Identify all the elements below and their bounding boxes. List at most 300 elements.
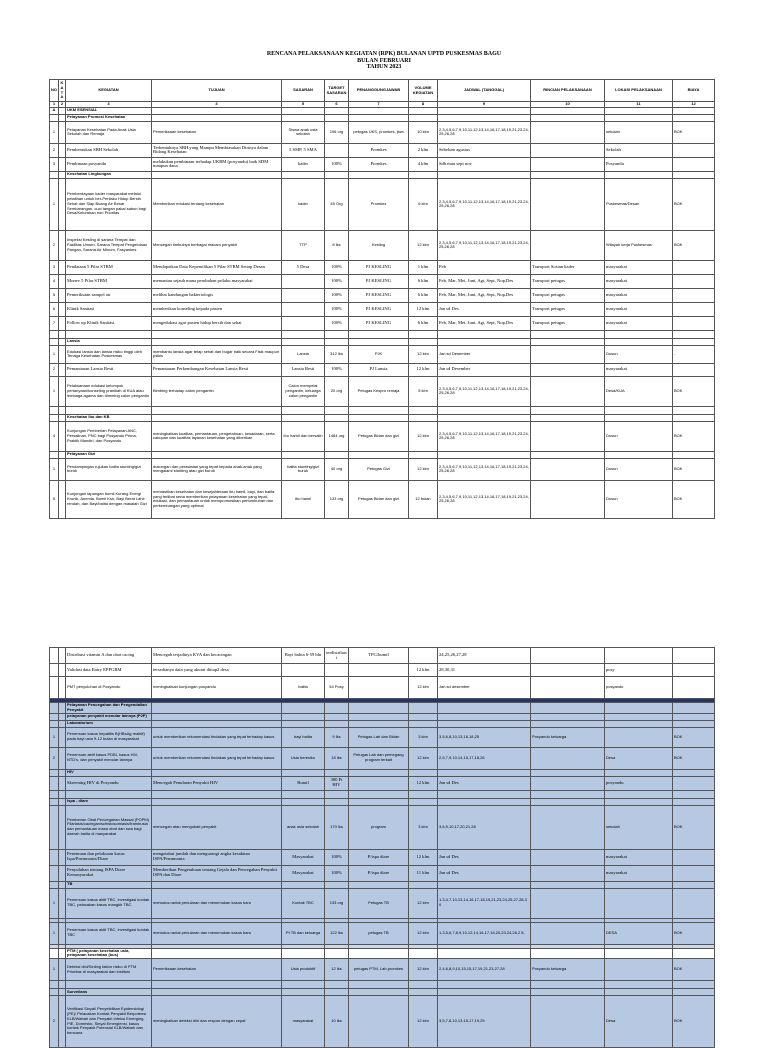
- jadwal-cell: 1,3,5,6,7,8,9,10,12,14,16,17,18,20,23,24,26,2 8,: [438, 922, 531, 944]
- empty-cell: [438, 881, 531, 888]
- tujuan-cell: Pemeriksaan kesehatan: [152, 121, 282, 143]
- category-cell: [59, 805, 66, 849]
- empty-cell: [531, 414, 605, 421]
- biaya-cell: BOK: [673, 178, 715, 230]
- sasaran-cell: Kontak TBC: [282, 888, 325, 918]
- penanggungjawab-cell: Petugas Kespro remaja: [349, 376, 409, 406]
- kegiatan-cell: Penemuan kasus aktif TBC, investigasi kontak TBC: [66, 922, 152, 944]
- volume-cell: 6 klm: [409, 178, 438, 230]
- empty-cell: [59, 703, 66, 714]
- section-title: Kesehatan Lingkungan: [66, 171, 152, 178]
- document-month: BULAN FEBRUARI: [357, 58, 411, 64]
- empty-cell: [59, 414, 66, 421]
- empty-cell: [531, 107, 605, 114]
- empty-cell: [438, 769, 531, 776]
- empty-cell: [409, 114, 438, 121]
- category-cell: [59, 230, 66, 260]
- empty-cell: [59, 948, 66, 959]
- sasaran-cell: [282, 288, 325, 302]
- lokasi-cell: posyandu: [605, 677, 673, 699]
- category-cell: [59, 677, 66, 699]
- section-title: Pelayanan Pencegahan dan Pengendalian Penyakit: [66, 703, 152, 714]
- volume-cell: [409, 648, 438, 664]
- section-row: [50, 720, 715, 727]
- tujuan-cell: Pemantauan Perkembangan Kesehatan Lansia Resti: [152, 363, 282, 376]
- section-row: [50, 107, 715, 114]
- empty-cell: [438, 107, 531, 114]
- kegiatan-cell: Distribusi vitamin A dan obat cacing: [66, 648, 152, 664]
- empty-cell: [66, 330, 152, 338]
- jadwal-cell: Jan sd Des: [438, 776, 531, 790]
- volume-cell: 1 klm: [409, 260, 438, 274]
- document-year: TAHUN 2023: [366, 64, 402, 70]
- empty-cell: [409, 769, 438, 776]
- rincian-cell: Transport petugas: [531, 302, 605, 316]
- empty-cell: [531, 330, 605, 338]
- empty-cell: [531, 790, 605, 798]
- tujuan-cell: membantu lansia agar tetap sehat dan bugar baik secara Fisik maupun psikis: [152, 345, 282, 363]
- empty-cell: [438, 790, 531, 798]
- lokasi-cell: Puskesmas/Desan: [605, 178, 673, 230]
- row-number: 3: [50, 260, 59, 274]
- kegiatan-cell: Pelaksanaan edukasi kelompok pertanyaan/konseling pranikah di KUA atau lembaga agama dan dimming calon pengantin: [66, 376, 152, 406]
- sasaran-cell: 5 Desa: [282, 260, 325, 274]
- empty-cell: [438, 703, 531, 714]
- empty-cell: [59, 338, 66, 345]
- tujuan-cell: meningkatkan kunjungan posyandu: [152, 677, 282, 699]
- empty-cell: [152, 703, 282, 714]
- empty-cell: [349, 330, 409, 338]
- kegiatan-cell: Pemberian Obat Pencegahan Massal (POPM) Filariasis/cacingan/schistosomiasis/frambusia dan pemantauan masa obat dan swa bagi daerah balita di masyarakat: [66, 805, 152, 849]
- sasaran-cell: [282, 664, 325, 677]
- empty-cell: [325, 114, 349, 121]
- empty-cell: [409, 414, 438, 421]
- empty-cell: [59, 790, 66, 798]
- category-cell: [59, 727, 66, 747]
- penanggungjawab-cell: program: [349, 805, 409, 849]
- table-row: [50, 143, 715, 157]
- empty-cell: [349, 948, 409, 959]
- volume-cell: 12 klm: [409, 664, 438, 677]
- empty-cell: [673, 798, 715, 805]
- rincian-cell: [531, 143, 605, 157]
- section-row: [50, 713, 715, 720]
- empty-cell: [152, 720, 282, 727]
- table-row: [50, 922, 715, 944]
- lokasi-cell: Dusun: [605, 345, 673, 363]
- section-row: [50, 989, 715, 996]
- row-number: 1: [50, 959, 59, 981]
- biaya-cell: [673, 260, 715, 274]
- section-row: [50, 171, 715, 178]
- table-row: [50, 157, 715, 171]
- lokasi-cell: posy: [605, 664, 673, 677]
- penanggungjawab-cell: PJK: [349, 345, 409, 363]
- empty-cell: [282, 451, 325, 458]
- target-cell: 10 lks: [325, 996, 349, 1048]
- rincian-cell: Transport petugas: [531, 274, 605, 288]
- row-number: 1: [50, 727, 59, 747]
- empty-cell: [152, 790, 282, 798]
- category-cell: [59, 747, 66, 769]
- empty-cell: [605, 330, 673, 338]
- empty-cell: [325, 981, 349, 989]
- section-row: [50, 114, 715, 121]
- penanggungjawab-cell: petugas PTM, Lab,promkes: [349, 959, 409, 981]
- row-number: [50, 849, 59, 865]
- empty-cell: [59, 114, 66, 121]
- category-cell: [59, 316, 66, 330]
- empty-cell: [438, 330, 531, 338]
- target-cell: 1464 org: [325, 421, 349, 451]
- empty-cell: [531, 981, 605, 989]
- blank-row: [50, 330, 715, 338]
- empty-cell: [59, 171, 66, 178]
- target-cell: 122 lks: [325, 922, 349, 944]
- volume-cell: 12 klm: [409, 421, 438, 451]
- jadwal-cell: Jan sd Des: [438, 865, 531, 881]
- biaya-cell: [673, 648, 715, 664]
- empty-cell: [152, 330, 282, 338]
- kegiatan-cell: Pendataan 5 Pilar STBM: [66, 260, 152, 274]
- table-row: [50, 747, 715, 769]
- kegiatan-cell: Klinik Sanitasi: [66, 302, 152, 316]
- kegiatan-cell: Inspeksi Kesling di sarana Tempat dan Fasilitas Umum, Sarana Tempat Pengelolaan Pangan, Sarana Air Minum, Fasyankes: [66, 230, 152, 260]
- empty-cell: [152, 451, 282, 458]
- empty-cell: [409, 171, 438, 178]
- rincian-cell: [531, 363, 605, 376]
- blank-row: [50, 981, 715, 989]
- empty-cell: [673, 414, 715, 421]
- kegiatan-cell: Validasi data Entry EPPGBM: [66, 664, 152, 677]
- kegiatan-cell: Deteksi dini/Sinting faktor risiko di PTM Prioritas di masyarakat dan institusi: [66, 959, 152, 981]
- section-row: [50, 769, 715, 776]
- biaya-cell: BOK: [673, 230, 715, 260]
- empty-cell: [605, 720, 673, 727]
- empty-cell: [349, 989, 409, 996]
- target-cell: 300 Pt HIV: [325, 776, 349, 790]
- empty-cell: [282, 989, 325, 996]
- empty-cell: [152, 713, 282, 720]
- kegiatan-cell: Penemuan aktif kasus PDBI, kasus HIV, NTD's, dan penyakit menular lainnya: [66, 747, 152, 769]
- empty-cell: [349, 414, 409, 421]
- empty-cell: [66, 981, 152, 989]
- jadwal-cell: Feb, Mar, Mei, Juni, Agt, Sept, Nop,Des: [438, 316, 531, 330]
- section-title: Laboratorium: [66, 720, 152, 727]
- kegiatan-cell: Penyuluhan tentang ISPA Diare Kemasyarakat: [66, 865, 152, 881]
- category-cell: [59, 664, 66, 677]
- tujuan-cell: untuk memberikan rekomendasi tindakan yang tepat terhadap kasus: [152, 747, 282, 769]
- target-cell: 100%: [325, 363, 349, 376]
- target-cell: 18 lks: [325, 747, 349, 769]
- sasaran-cell: kader: [282, 178, 325, 230]
- rincian-cell: [531, 776, 605, 790]
- empty-cell: [152, 881, 282, 888]
- sasaran-cell: Masyarakat: [282, 849, 325, 865]
- empty-cell: [282, 798, 325, 805]
- table-row: [50, 805, 715, 849]
- rincian-cell: [531, 922, 605, 944]
- sasaran-cell: Masyarakat: [282, 865, 325, 881]
- row-number: 1: [50, 888, 59, 918]
- section-title: UKM ESENSIAL: [66, 107, 152, 114]
- table-row: [50, 121, 715, 143]
- section-title: Kesehatan Ibu dan KB: [66, 414, 152, 421]
- kegiatan-cell: Kunjungan Pemberian Pelayanan ANC, Persalinan, PNC bagi Posyandu Prima, Praktik Mandiri, dan Posyandu: [66, 421, 152, 451]
- tujuan-cell: memastikan kesehatan dan kesejahteraan ibu hamil, bayi, dan balita yang terlibat serta memberikan pelayanan kesehatan yang tepat, edukasi, dan pemantauan untuk mempromosikan pertumbuhan dan perkembangan yang optimal: [152, 480, 282, 518]
- empty-cell: [409, 406, 438, 414]
- rincian-cell: [531, 345, 605, 363]
- row-number: [50, 664, 59, 677]
- volume-cell: 6 klm: [409, 288, 438, 302]
- empty-cell: [152, 948, 282, 959]
- biaya-cell: BOK: [673, 922, 715, 944]
- tujuan-cell: Mendapatkan Data Kepemilikan 5 Pilar STBM Setiap Desan: [152, 260, 282, 274]
- column-header: BIAYA: [673, 80, 715, 102]
- empty-cell: [438, 338, 531, 345]
- rincian-cell: Posyandu keluarga: [531, 959, 605, 981]
- empty-cell: [605, 107, 673, 114]
- lokasi-cell: masyarakat: [605, 274, 673, 288]
- empty-cell: [673, 451, 715, 458]
- section-title: Surveilans: [66, 989, 152, 996]
- empty-cell: [282, 114, 325, 121]
- section-row: [50, 414, 715, 421]
- empty-cell: [282, 406, 325, 414]
- table-row: [50, 776, 715, 790]
- volume-cell: 12 klm: [409, 302, 438, 316]
- sasaran-cell: Ibu hamil: [282, 480, 325, 518]
- category-cell: [59, 888, 66, 918]
- rincian-cell: Posyandu keluarga: [531, 727, 605, 747]
- rincian-cell: [531, 421, 605, 451]
- penanggungjawab-cell: PJ Lansia: [349, 363, 409, 376]
- empty-cell: [282, 414, 325, 421]
- biaya-cell: BOK: [673, 996, 715, 1048]
- empty-cell: [282, 107, 325, 114]
- empty-cell: [349, 114, 409, 121]
- penanggungjawab-cell: PJ KESLING: [349, 316, 409, 330]
- biaya-cell: [673, 316, 715, 330]
- target-cell: 100%: [325, 157, 349, 171]
- empty-cell: [66, 406, 152, 414]
- volume-cell: 12 klm: [409, 747, 438, 769]
- volume-cell: 5 klm: [409, 376, 438, 406]
- column-number: 9: [438, 102, 531, 108]
- table-row: [50, 376, 715, 406]
- rincian-cell: [531, 230, 605, 260]
- target-cell: 100%: [325, 849, 349, 865]
- empty-cell: [531, 798, 605, 805]
- section-row: [50, 338, 715, 345]
- category-cell: [59, 648, 66, 664]
- table-header-row: [50, 80, 715, 102]
- table-row: [50, 865, 715, 881]
- empty-cell: [152, 414, 282, 421]
- table-row: [50, 996, 715, 1048]
- section-row: [50, 881, 715, 888]
- empty-cell: [59, 451, 66, 458]
- row-number: [50, 648, 59, 664]
- empty-cell: [605, 414, 673, 421]
- penanggungjawab-cell: petugas TB: [349, 922, 409, 944]
- sasaran-cell: anak usia sekolah: [282, 805, 325, 849]
- lokasi-cell: sekolah: [605, 121, 673, 143]
- table-row: [50, 288, 715, 302]
- empty-cell: [438, 989, 531, 996]
- empty-cell: [438, 406, 531, 414]
- biaya-cell: [673, 865, 715, 881]
- category-cell: [59, 260, 66, 274]
- kegiatan-cell: Penemuan kasus hepatitis B(HBsAg reaktif) pada bayi usia 9-12 bulan di masyarakat: [66, 727, 152, 747]
- target-cell: 100%: [325, 302, 349, 316]
- empty-cell: [349, 720, 409, 727]
- empty-cell: [325, 881, 349, 888]
- empty-cell: [531, 114, 605, 121]
- empty-cell: [66, 790, 152, 798]
- penanggungjawab-cell: [349, 677, 409, 699]
- empty-cell: [59, 720, 66, 727]
- target-cell: 45 Org: [325, 178, 349, 230]
- penanggungjawab-cell: P/ispa diare: [349, 849, 409, 865]
- empty-cell: [605, 451, 673, 458]
- empty-cell: [282, 720, 325, 727]
- table-row: [50, 274, 715, 288]
- jadwal-cell: 3,6,9,10,17,20,21,28: [438, 805, 531, 849]
- column-header: NO: [50, 80, 59, 102]
- empty-cell: [605, 981, 673, 989]
- biaya-cell: BOK: [673, 480, 715, 518]
- empty-cell: [59, 989, 66, 996]
- empty-cell: [325, 989, 349, 996]
- table-row: [50, 345, 715, 363]
- empty-cell: [409, 713, 438, 720]
- tujuan-cell: Mencegah timbulnya berbagai macam penyakit: [152, 230, 282, 260]
- empty-cell: [531, 989, 605, 996]
- empty-cell: [349, 881, 409, 888]
- row-number: 4: [50, 421, 59, 451]
- tujuan-cell: melihat kandungan bakteriologis: [152, 288, 282, 302]
- empty-cell: [152, 338, 282, 345]
- rincian-cell: [531, 157, 605, 171]
- kegiatan-cell: Pembentukan SBH Sekolah: [66, 143, 152, 157]
- table-row: [50, 648, 715, 664]
- volume-cell: 12 klm: [409, 345, 438, 363]
- lokasi-cell: sekolah: [605, 805, 673, 849]
- empty-cell: [605, 338, 673, 345]
- row-number: 1: [50, 376, 59, 406]
- biaya-cell: [673, 677, 715, 699]
- biaya-cell: [673, 157, 715, 171]
- empty-cell: [59, 406, 66, 414]
- column-header: KAT A: [59, 80, 66, 102]
- category-cell: [59, 288, 66, 302]
- jadwal-cell: 2,5,7,9,10,14,15,17,18,26: [438, 747, 531, 769]
- section-letter: [50, 703, 59, 714]
- biaya-cell: BOK: [673, 458, 715, 480]
- lokasi-cell: posyandu: [605, 776, 673, 790]
- row-number: 2: [50, 996, 59, 1048]
- empty-cell: [673, 989, 715, 996]
- kegiatan-cell: PMT penyuluhan di Posyandu: [66, 677, 152, 699]
- volume-cell: 6 klm: [409, 274, 438, 288]
- document-title: RENCANA PELAKSANAAN KEGIATAN (RPK) BULANAN UPTD PUSKESMAS BAGU: [266, 51, 502, 57]
- kegiatan-cell: Follow up Klinik Sanitasi: [66, 316, 152, 330]
- lokasi-cell: [605, 959, 673, 981]
- blank-row: [50, 406, 715, 414]
- empty-cell: [409, 451, 438, 458]
- empty-cell: [605, 114, 673, 121]
- empty-cell: [409, 338, 438, 345]
- biaya-cell: [673, 288, 715, 302]
- jadwal-cell: 2,3,4,5,6,7,9,10,11,12,13,14,16,17,18,19,21,23,24,25,26,28: [438, 458, 531, 480]
- kegiatan-cell: Edukasi lansia dan lansia risiko tinggi oleh Tenaga Kesehatan Puskesmas: [66, 345, 152, 363]
- target-cell: 100%: [325, 288, 349, 302]
- section-letter: [50, 171, 59, 178]
- empty-cell: [59, 981, 66, 989]
- section-letter: [50, 769, 59, 776]
- section-letter: [50, 948, 59, 959]
- empty-cell: [605, 798, 673, 805]
- jadwal-cell: 2,3,4,5,6,7,9,10,11,12,13,14,16,17,18,19,21,23,24,25,26,28: [438, 121, 531, 143]
- empty-cell: [438, 798, 531, 805]
- empty-cell: [325, 451, 349, 458]
- empty-cell: [152, 989, 282, 996]
- kegiatan-cell: Pemantauan Lansia Resti: [66, 363, 152, 376]
- empty-cell: [673, 981, 715, 989]
- biaya-cell: [673, 274, 715, 288]
- empty-cell: [438, 981, 531, 989]
- jadwal-cell: 2,3,4,5,6,7,9,10,11,12,13,14,16,17,18,19,21,23,24,25,26,28: [438, 480, 531, 518]
- empty-cell: [531, 881, 605, 888]
- jadwal-cell: 2,3,4,5,6,7,9,10,11,12,13,14,16,17,18,19,21,23,24,25,26,28: [438, 376, 531, 406]
- target-cell: 100%: [325, 316, 349, 330]
- table-row: [50, 727, 715, 747]
- empty-cell: [409, 948, 438, 959]
- lokasi-cell: Wilayah kerja Puskesmas: [605, 230, 673, 260]
- volume-cell: 4 klm: [409, 157, 438, 171]
- empty-cell: [605, 989, 673, 996]
- penanggungjawab-cell: Petugas Lab dan pemegang program terkait: [349, 747, 409, 769]
- tujuan-cell: mengetahui jumlah dan mengurangi angka kesakitan ISPA/Pneumonia: [152, 849, 282, 865]
- kegiatan-cell: Penemuan dan pelaksaan kasus Ispa/Pneumonia/Diare: [66, 849, 152, 865]
- biaya-cell: BOK: [673, 421, 715, 451]
- empty-cell: [152, 798, 282, 805]
- column-number: 1: [50, 102, 59, 108]
- tujuan-cell: Memberikan edukasi tentang kesehatan: [152, 178, 282, 230]
- empty-cell: [673, 107, 715, 114]
- tujuan-cell: mengedukasi agar pasien hidup bersih dan sehat: [152, 316, 282, 330]
- empty-cell: [409, 330, 438, 338]
- biaya-cell: BOK: [673, 959, 715, 981]
- empty-cell: [325, 790, 349, 798]
- empty-cell: [531, 720, 605, 727]
- column-number: 8: [409, 102, 438, 108]
- lokasi-cell: masyarakat: [605, 316, 673, 330]
- jadwal-cell: 28,30,31: [438, 664, 531, 677]
- empty-cell: [59, 713, 66, 720]
- rincian-cell: [531, 458, 605, 480]
- section-title: pelayanan penyakit menular lainnya (P2P): [66, 713, 152, 720]
- category-cell: [59, 143, 66, 157]
- rincian-cell: [531, 677, 605, 699]
- empty-cell: [325, 171, 349, 178]
- column-header: SASARAN: [282, 80, 325, 102]
- empty-cell: [282, 881, 325, 888]
- jadwal-cell: 2,3,4,5,6,7,9,10,11,12,13,14,16,17,18,19,21,23,24,25,26,28: [438, 230, 531, 260]
- penanggungjawab-cell: petugas UKS, promkes, jiwa: [349, 121, 409, 143]
- penanggungjawab-cell: Petugas TB: [349, 888, 409, 918]
